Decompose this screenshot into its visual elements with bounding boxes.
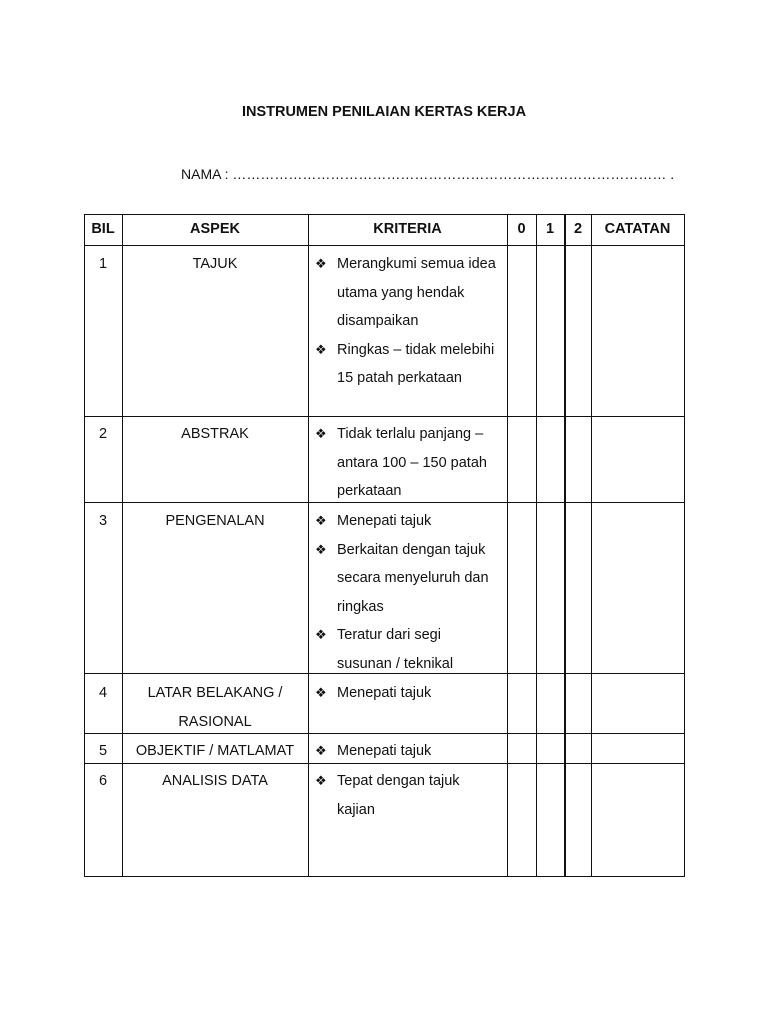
row-4-bil: 4 [98,685,108,701]
row-1-aspek: TAJUK [192,256,238,272]
diamond-bullet-icon: ❖ [315,541,327,557]
criteria-item: ❖ Menepati tajuk [308,737,498,766]
criteria-item: ❖ Berkaitan dengan tajuk secara menyeluruh dan ringkas [308,536,498,622]
row-6-aspek: ANALISIS DATA [162,773,268,789]
criteria-item: ❖ Tidak terlalu panjang – antara 100 – 150 patah perkataan [308,420,498,506]
nama-field-line: NAMA : ………………………………………………………………………………… . [181,166,675,182]
row-6-criteria [308,767,498,824]
criteria-item: ❖ Merangkumi semua idea utama yang hendak disampaikan [308,250,498,336]
criteria-item: ❖ Teratur dari segi susunan / teknikal [308,621,498,678]
diamond-bullet-icon: ❖ [315,743,327,758]
row-2-aspek: ABSTRAK [181,426,249,442]
row-1-bil: 1 [98,256,108,272]
row-5-criteria [308,737,498,766]
diamond-bullet-icon: ❖ [315,426,327,441]
row-3-bil: 3 [98,513,108,529]
document-title: INSTRUMEN PENILAIAN KERTAS KERJA [241,104,527,120]
header-bil: BIL [91,221,115,237]
criteria-item: ❖ Menepati tajuk [308,507,498,536]
diamond-bullet-icon: ❖ [315,627,327,642]
header-score-2: 2 [573,221,583,237]
criteria-item: ❖ Ringkas – tidak melebihi 15 patah perkataan [308,336,498,393]
row-2-bil: 2 [98,426,108,442]
header-kriteria: KRITERIA [373,221,442,237]
row-5-bil: 5 [98,743,108,759]
diamond-bullet-icon: ❖ [315,685,327,700]
header-aspek: ASPEK [190,221,240,237]
row-3-aspek: PENGENALAN [165,513,265,529]
diamond-bullet-icon: ❖ [315,773,327,788]
row-4-criteria [308,679,498,708]
row-2-criteria [308,420,498,506]
row-6-bil: 6 [98,773,108,789]
header-score-1: 1 [545,221,555,237]
criteria-item: ❖ Tepat dengan tajuk kajian [308,767,498,824]
diamond-bullet-icon: ❖ [315,256,327,271]
header-catatan: CATATAN [604,221,671,237]
header-score-0: 0 [517,221,526,237]
row-5-aspek: OBJEKTIF / MATLAMAT [135,743,295,759]
diamond-bullet-icon: ❖ [315,513,327,528]
diamond-bullet-icon: ❖ [315,341,327,357]
row-3-criteria [308,507,498,678]
row-1-criteria [308,250,498,393]
row-4-aspek: LATAR BELAKANG / RASIONAL [147,685,283,730]
criteria-item: ❖ Menepati tajuk [308,679,498,708]
assessment-table [84,214,685,877]
